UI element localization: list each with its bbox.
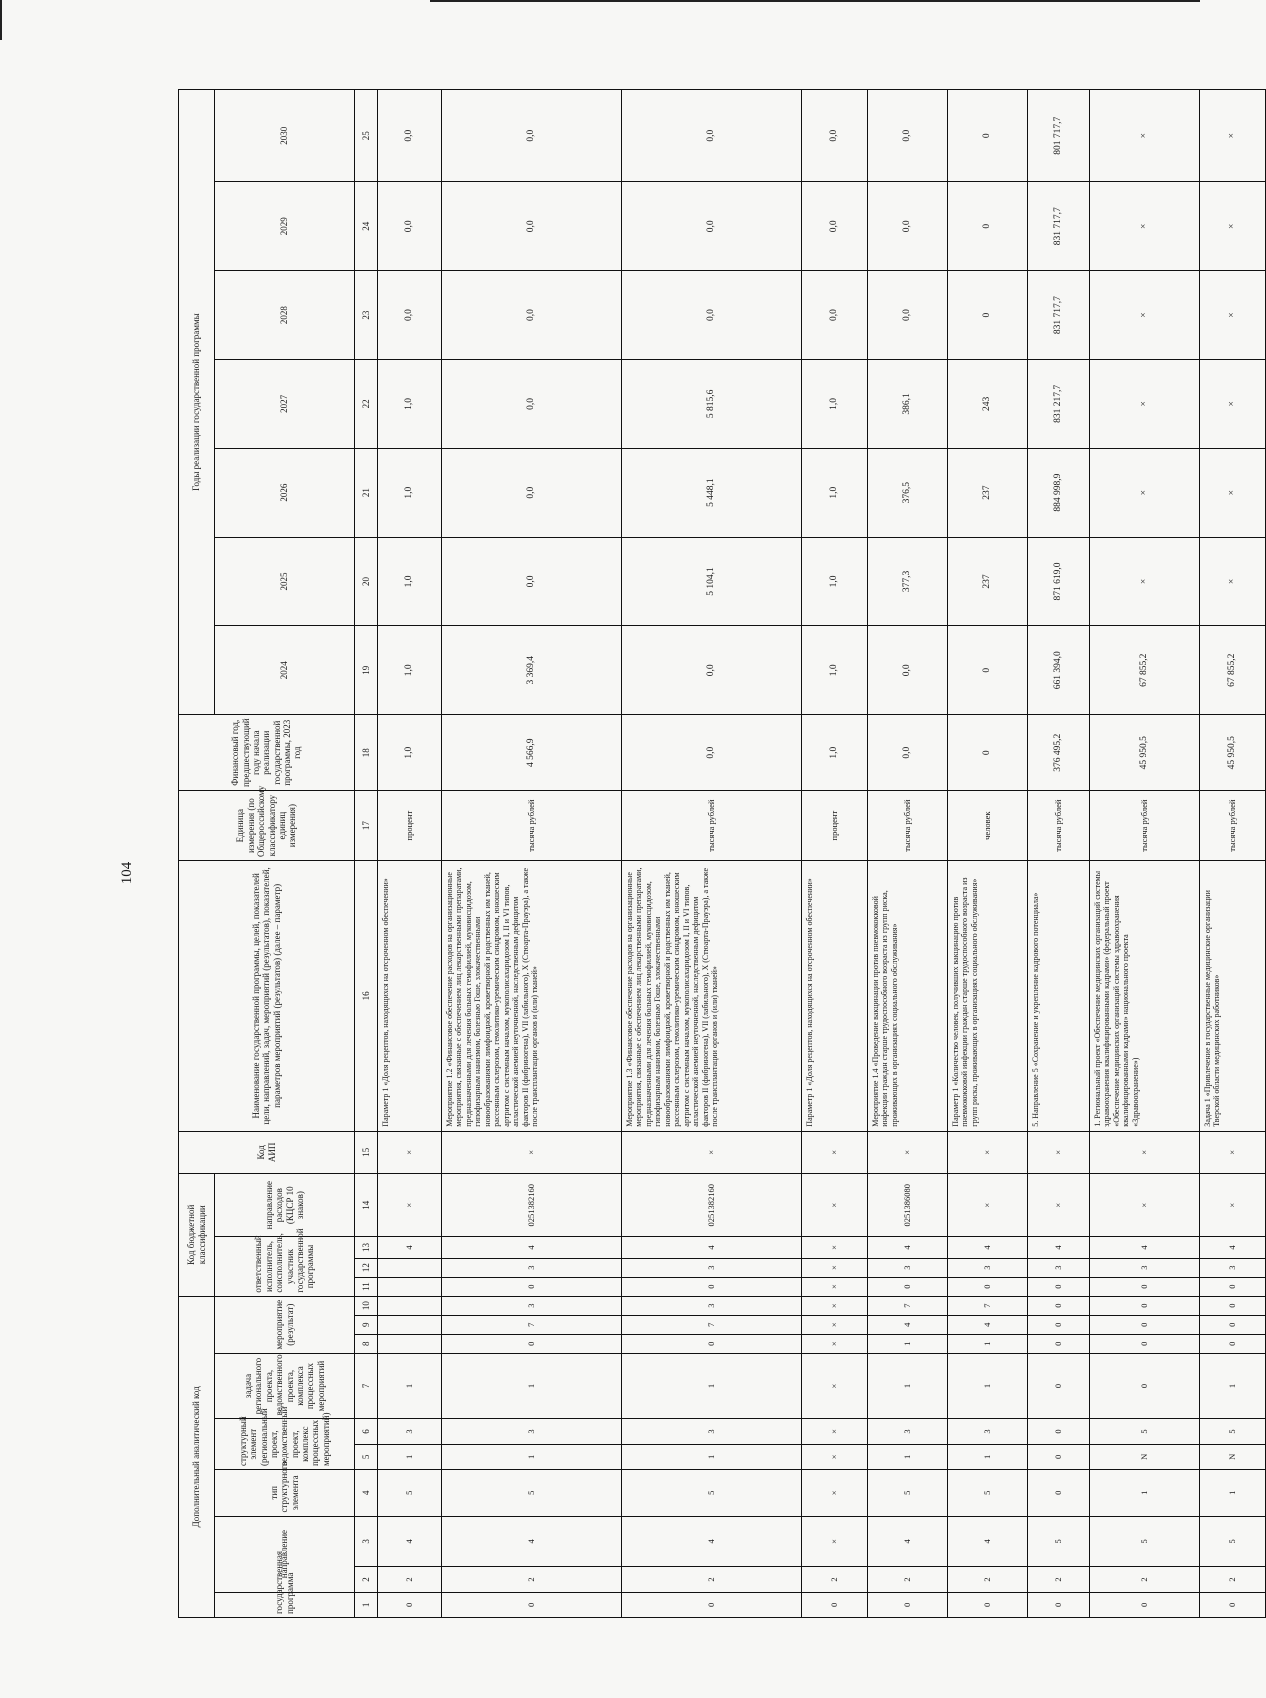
column-number: 11 bbox=[355, 1277, 378, 1296]
item-name-cell: Параметр 1 «Доля рецептов, находящихся на отсроченном обеспечении» bbox=[802, 861, 868, 1132]
code-cell: 3 bbox=[622, 1296, 802, 1315]
code-cell: 0 bbox=[1090, 1334, 1200, 1353]
code-cell: 4 bbox=[868, 1516, 948, 1567]
header-budget-code: Код бюджетной классификации bbox=[179, 1173, 215, 1296]
code-cell: 5 bbox=[868, 1470, 948, 1517]
header-measure: мероприятие (результат) bbox=[215, 1296, 355, 1353]
column-number: 21 bbox=[355, 448, 378, 537]
header-year-2027: 2027 bbox=[215, 359, 355, 448]
header-year-2029: 2029 bbox=[215, 182, 355, 271]
code-cell: × bbox=[1090, 1173, 1200, 1236]
column-number: 18 bbox=[355, 715, 378, 791]
code-cell: × bbox=[802, 1334, 868, 1353]
code-cell: × bbox=[802, 1470, 868, 1517]
code-cell: 0251386080 bbox=[868, 1173, 948, 1236]
code-cell bbox=[378, 1296, 442, 1315]
code-cell: 5 bbox=[378, 1470, 442, 1517]
code-cell: 3 bbox=[948, 1419, 1028, 1444]
year-value-cell: 237 bbox=[948, 537, 1028, 626]
header-expense-direction: направление расходов (КЦСР 10 знаков) bbox=[215, 1173, 355, 1236]
year-value-cell: × bbox=[1090, 359, 1200, 448]
year-value-cell: × bbox=[1090, 448, 1200, 537]
code-cell: × bbox=[802, 1296, 868, 1315]
column-number: 16 bbox=[355, 861, 378, 1132]
code-cell: 7 bbox=[442, 1315, 622, 1334]
code-cell: × bbox=[802, 1516, 868, 1567]
code-cell: N bbox=[1200, 1444, 1266, 1469]
code-cell: 0 bbox=[622, 1277, 802, 1296]
code-cell: 0 bbox=[1028, 1419, 1090, 1444]
code-cell: 0 bbox=[948, 1592, 1028, 1617]
year-value-cell: 0,0 bbox=[442, 537, 622, 626]
code-cell: 4 bbox=[948, 1315, 1028, 1334]
code-cell: 4 bbox=[948, 1516, 1028, 1567]
code-cell: 5 bbox=[442, 1470, 622, 1517]
code-cell: 0 bbox=[1090, 1353, 1200, 1419]
code-cell: 5 bbox=[1090, 1419, 1200, 1444]
year-value-cell: 831 717,7 bbox=[1028, 271, 1090, 360]
code-cell: 3 bbox=[1090, 1258, 1200, 1277]
code-cell: 5 bbox=[1200, 1516, 1266, 1567]
code-cell: 0251382160 bbox=[622, 1173, 802, 1236]
code-cell bbox=[378, 1334, 442, 1353]
code-cell: 3 bbox=[868, 1419, 948, 1444]
unit-cell: тысяча рублей bbox=[1028, 791, 1090, 861]
year-value-cell: 801 717,7 bbox=[1028, 90, 1090, 182]
year-value-cell: 0,0 bbox=[442, 90, 622, 182]
code-cell: 2 bbox=[1090, 1567, 1200, 1592]
column-number: 25 bbox=[355, 90, 378, 182]
code-cell: 3 bbox=[1028, 1258, 1090, 1277]
unit-cell: тысяча рублей bbox=[1090, 791, 1200, 861]
year-value-cell: 1,0 bbox=[378, 359, 442, 448]
code-cell: 0 bbox=[1028, 1315, 1090, 1334]
code-cell: 1 bbox=[1200, 1353, 1266, 1419]
unit-cell: процент bbox=[802, 791, 868, 861]
column-number: 17 bbox=[355, 791, 378, 861]
header-year-2030: 2030 bbox=[215, 90, 355, 182]
code-cell: 0 bbox=[1028, 1277, 1090, 1296]
code-cell: 1 bbox=[868, 1353, 948, 1419]
code-cell: 0 bbox=[1200, 1277, 1266, 1296]
code-cell: 0 bbox=[868, 1592, 948, 1617]
header-aip: Код АИП bbox=[179, 1131, 355, 1173]
code-cell: 4 bbox=[378, 1516, 442, 1567]
year-value-cell: 884 998,9 bbox=[1028, 448, 1090, 537]
unit-cell: тысяча рублей bbox=[442, 791, 622, 861]
code-cell: 0 bbox=[378, 1592, 442, 1617]
item-name-cell: Мероприятие 1.2 «Финансовое обеспечение расходов на организационные мероприятия, связанные с обеспечением лиц лекарственными препаратами, предназначенными для лечения больных гемофилией, муковисцидозом, гипофизарным нанизмом, болезнью Гоше, злокачественными новообразованиями лимфоидной, кроветворной и родственных им тканей, рассеянным склерозом, гемолитико-уремическим синдромом, юношеским артритом с системным началом, мукополисахаридозом I, II и VI типов, апластической анемией неуточненной, наследственным дефицитом факторов II (фибриногена), VII (лабильного), X (Стюарта-Прауэра), а также после трансплантации органов и (или) тканей» bbox=[442, 861, 622, 1132]
column-number: 14 bbox=[355, 1173, 378, 1236]
year-value-cell: 0 bbox=[948, 271, 1028, 360]
table-row bbox=[1090, 90, 1200, 1618]
code-cell: 4 bbox=[1200, 1237, 1266, 1258]
code-cell: 5 bbox=[1200, 1419, 1266, 1444]
code-cell: 1 bbox=[948, 1444, 1028, 1469]
code-cell: 4 bbox=[1028, 1237, 1090, 1258]
code-cell: 0 bbox=[1028, 1296, 1090, 1315]
code-cell: 0251382160 bbox=[442, 1173, 622, 1236]
base-year-value-cell: 1,0 bbox=[378, 715, 442, 791]
item-name-cell: Параметр 1 «Доля рецептов, находящихся на отсроченном обеспечении» bbox=[378, 861, 442, 1132]
header-structural-type: тип структурного элемента bbox=[215, 1470, 355, 1517]
column-number: 10 bbox=[355, 1296, 378, 1315]
code-cell: 0 bbox=[868, 1277, 948, 1296]
year-value-cell: 0,0 bbox=[378, 182, 442, 271]
code-cell: 0 bbox=[1028, 1470, 1090, 1517]
code-cell: 4 bbox=[378, 1237, 442, 1258]
code-cell bbox=[378, 1315, 442, 1334]
year-value-cell: 0,0 bbox=[622, 271, 802, 360]
code-cell: 1 bbox=[948, 1353, 1028, 1419]
code-cell: × bbox=[1028, 1173, 1090, 1236]
year-value-cell: × bbox=[1090, 90, 1200, 182]
table-row bbox=[378, 90, 442, 1618]
year-value-cell: 1,0 bbox=[802, 359, 868, 448]
unit-cell: процент bbox=[378, 791, 442, 861]
code-cell: × bbox=[802, 1131, 868, 1173]
year-value-cell: 0,0 bbox=[622, 90, 802, 182]
code-cell: 0 bbox=[1200, 1334, 1266, 1353]
code-cell: × bbox=[802, 1173, 868, 1236]
year-value-cell: 0,0 bbox=[442, 271, 622, 360]
column-number: 19 bbox=[355, 626, 378, 715]
code-cell: 4 bbox=[1090, 1237, 1200, 1258]
code-cell: × bbox=[1028, 1131, 1090, 1173]
code-cell: 7 bbox=[622, 1315, 802, 1334]
year-value-cell: 0,0 bbox=[868, 271, 948, 360]
code-cell: × bbox=[802, 1258, 868, 1277]
code-cell: × bbox=[622, 1131, 802, 1173]
base-year-value-cell: 4 566,9 bbox=[442, 715, 622, 791]
year-value-cell: 0 bbox=[948, 182, 1028, 271]
code-cell: 2 bbox=[622, 1567, 802, 1592]
year-value-cell: 1,0 bbox=[378, 537, 442, 626]
year-value-cell: 5 448,1 bbox=[622, 448, 802, 537]
code-cell: 2 bbox=[868, 1567, 948, 1592]
unit-cell: тысяча рублей bbox=[868, 791, 948, 861]
column-number: 8 bbox=[355, 1334, 378, 1353]
column-number: 5 bbox=[355, 1444, 378, 1469]
year-value-cell: 0 bbox=[948, 626, 1028, 715]
year-value-cell: 661 394,0 bbox=[1028, 626, 1090, 715]
year-value-cell: × bbox=[1090, 182, 1200, 271]
code-cell: 0 bbox=[622, 1334, 802, 1353]
year-value-cell: 1,0 bbox=[378, 448, 442, 537]
code-cell: 1 bbox=[1090, 1470, 1200, 1517]
header-task: задача регионального проекта, ведомственного проекта, комплекса процессных мероприятий bbox=[215, 1353, 355, 1419]
code-cell: 4 bbox=[868, 1315, 948, 1334]
year-value-cell: 0,0 bbox=[622, 182, 802, 271]
code-cell: × bbox=[868, 1131, 948, 1173]
column-number: 9 bbox=[355, 1315, 378, 1334]
item-name-cell: 5. Направление 5 «Сохранение и укрепление кадрового потенциала» bbox=[1028, 861, 1090, 1132]
scan-edge-left bbox=[0, 0, 2, 40]
code-cell: 0 bbox=[1200, 1315, 1266, 1334]
column-number: 7 bbox=[355, 1353, 378, 1419]
code-cell: 1 bbox=[948, 1334, 1028, 1353]
year-value-cell: 243 bbox=[948, 359, 1028, 448]
year-value-cell: 0,0 bbox=[442, 182, 622, 271]
code-cell: 5 bbox=[622, 1470, 802, 1517]
column-number: 24 bbox=[355, 182, 378, 271]
code-cell: 0 bbox=[802, 1592, 868, 1617]
code-cell: 1 bbox=[868, 1444, 948, 1469]
code-cell: 3 bbox=[868, 1258, 948, 1277]
code-cell: 3 bbox=[622, 1258, 802, 1277]
year-value-cell: × bbox=[1200, 537, 1266, 626]
column-number: 13 bbox=[355, 1237, 378, 1258]
item-name-cell: Параметр 1 «Количество человек, получивших вакцинацию против пневмококковой инфекции граждан старше трудоспособного возраста из групп риска, проживающих в организациях социального обслуживания» bbox=[948, 861, 1028, 1132]
code-cell: 0 bbox=[442, 1592, 622, 1617]
code-cell: × bbox=[802, 1315, 868, 1334]
table-body bbox=[355, 90, 1266, 1618]
header-additional-code: Дополнительный аналитический код bbox=[179, 1296, 215, 1617]
column-number: 1 bbox=[355, 1592, 378, 1617]
header-year-2025: 2025 bbox=[215, 537, 355, 626]
year-value-cell: × bbox=[1090, 271, 1200, 360]
code-cell: 1 bbox=[622, 1444, 802, 1469]
column-number-row bbox=[355, 90, 378, 1618]
year-value-cell: × bbox=[1200, 182, 1266, 271]
year-value-cell: 0,0 bbox=[802, 182, 868, 271]
header-program: государственная программа bbox=[215, 1592, 355, 1617]
code-cell: × bbox=[378, 1131, 442, 1173]
code-cell: 5 bbox=[948, 1470, 1028, 1517]
year-value-cell: 0,0 bbox=[868, 182, 948, 271]
table-row bbox=[1200, 90, 1266, 1618]
code-cell: 0 bbox=[1028, 1444, 1090, 1469]
code-cell: 0 bbox=[1090, 1592, 1200, 1617]
year-value-cell: 386,1 bbox=[868, 359, 948, 448]
code-cell: 3 bbox=[378, 1419, 442, 1444]
header-direction: направление bbox=[215, 1516, 355, 1592]
code-cell: 7 bbox=[948, 1296, 1028, 1315]
unit-cell: тысяча рублей bbox=[622, 791, 802, 861]
header-structural-element: структурный элемент (региональный проект, ведомственный проект, комплекс процессных мероприятий) bbox=[215, 1419, 355, 1470]
code-cell: 0 bbox=[1200, 1296, 1266, 1315]
code-cell: 3 bbox=[442, 1419, 622, 1444]
unit-cell: тысяча рублей bbox=[1200, 791, 1266, 861]
column-number: 12 bbox=[355, 1258, 378, 1277]
code-cell: 1 bbox=[622, 1353, 802, 1419]
code-cell: 0 bbox=[948, 1277, 1028, 1296]
code-cell: 0 bbox=[1090, 1277, 1200, 1296]
year-value-cell: 831 217,7 bbox=[1028, 359, 1090, 448]
code-cell: × bbox=[1200, 1173, 1266, 1236]
code-cell: 5 bbox=[1028, 1516, 1090, 1567]
year-value-cell: 5 104,1 bbox=[622, 537, 802, 626]
header-name: Наименование государственной программы, целей, показателей цели, направлений, задач, мероприятий (результатов), показателей, параметров мероприятий (результатов) (далее – параметр) bbox=[179, 861, 355, 1132]
year-value-cell: 237 bbox=[948, 448, 1028, 537]
header-years-group: Годы реализации государственной программы bbox=[179, 90, 215, 715]
column-number: 20 bbox=[355, 537, 378, 626]
table-row bbox=[948, 90, 1028, 1618]
code-cell: 2 bbox=[1200, 1567, 1266, 1592]
page-number: 104 bbox=[119, 861, 135, 885]
header-year-2026: 2026 bbox=[215, 448, 355, 537]
code-cell: 3 bbox=[948, 1258, 1028, 1277]
code-cell: 1 bbox=[378, 1444, 442, 1469]
code-cell bbox=[378, 1258, 442, 1277]
header-base-year: Финансовый год, предшествующий году начала реализации государственной программы, 2023 год bbox=[179, 715, 355, 791]
year-value-cell: 0,0 bbox=[378, 271, 442, 360]
code-cell: 0 bbox=[1090, 1315, 1200, 1334]
code-cell: × bbox=[1090, 1131, 1200, 1173]
year-value-cell: × bbox=[1200, 271, 1266, 360]
code-cell: × bbox=[1200, 1131, 1266, 1173]
column-number: 23 bbox=[355, 271, 378, 360]
code-cell: 0 bbox=[442, 1334, 622, 1353]
code-cell: 0 bbox=[622, 1592, 802, 1617]
year-value-cell: × bbox=[1090, 537, 1200, 626]
table-row bbox=[802, 90, 868, 1618]
code-cell: 2 bbox=[948, 1567, 1028, 1592]
code-cell: 2 bbox=[1028, 1567, 1090, 1592]
code-cell: 1 bbox=[442, 1353, 622, 1419]
year-value-cell: 0,0 bbox=[868, 626, 948, 715]
code-cell: 4 bbox=[442, 1237, 622, 1258]
code-cell: × bbox=[802, 1353, 868, 1419]
code-cell: × bbox=[802, 1444, 868, 1469]
code-cell: × bbox=[802, 1237, 868, 1258]
item-name-cell: Мероприятие 1.4 «Проведение вакцинации против пневмококковой инфекции граждан старше трудоспособного возраста из групп риска, проживающих в организациях социального обслуживания» bbox=[868, 861, 948, 1132]
year-value-cell: 377,3 bbox=[868, 537, 948, 626]
table-row bbox=[622, 90, 802, 1618]
base-year-value-cell: 0,0 bbox=[622, 715, 802, 791]
program-table bbox=[178, 89, 1266, 1618]
code-cell: 3 bbox=[442, 1296, 622, 1315]
code-cell: 4 bbox=[622, 1516, 802, 1567]
table-row bbox=[442, 90, 622, 1618]
code-cell: 3 bbox=[442, 1258, 622, 1277]
year-value-cell: × bbox=[1200, 90, 1266, 182]
year-value-cell: 0,0 bbox=[802, 90, 868, 182]
code-cell: 0 bbox=[1200, 1592, 1266, 1617]
code-cell: 2 bbox=[802, 1567, 868, 1592]
code-cell bbox=[378, 1277, 442, 1296]
code-cell: 4 bbox=[948, 1237, 1028, 1258]
code-cell: 3 bbox=[1200, 1258, 1266, 1277]
code-cell: 0 bbox=[1028, 1334, 1090, 1353]
code-cell: 0 bbox=[1090, 1296, 1200, 1315]
code-cell: 4 bbox=[868, 1237, 948, 1258]
code-cell: 1 bbox=[378, 1353, 442, 1419]
year-value-cell: 871 619,0 bbox=[1028, 537, 1090, 626]
header-executor: ответственный исполнитель, соисполнитель, участник государственной программы bbox=[215, 1237, 355, 1296]
year-value-cell: 67 855,2 bbox=[1200, 626, 1266, 715]
table-row bbox=[1028, 90, 1090, 1618]
column-number: 4 bbox=[355, 1470, 378, 1517]
table-frame bbox=[178, 89, 1238, 1618]
code-cell: × bbox=[442, 1131, 622, 1173]
code-cell: 3 bbox=[622, 1419, 802, 1444]
year-value-cell: 3 369,4 bbox=[442, 626, 622, 715]
code-cell: × bbox=[378, 1173, 442, 1236]
code-cell: 5 bbox=[1090, 1516, 1200, 1567]
code-cell: 7 bbox=[868, 1296, 948, 1315]
base-year-value-cell: 0 bbox=[948, 715, 1028, 791]
year-value-cell: 5 815,6 bbox=[622, 359, 802, 448]
header-year-2028: 2028 bbox=[215, 271, 355, 360]
year-value-cell: × bbox=[1200, 359, 1266, 448]
scan-edge-top bbox=[430, 0, 1200, 2]
code-cell: N bbox=[1090, 1444, 1200, 1469]
base-year-value-cell: 376 495,2 bbox=[1028, 715, 1090, 791]
column-number: 3 bbox=[355, 1516, 378, 1567]
code-cell: 0 bbox=[1028, 1353, 1090, 1419]
column-number: 15 bbox=[355, 1131, 378, 1173]
item-name-cell: Мероприятие 1.3 «Финансовое обеспечение расходов на организационные мероприятия, связанные с обеспечением лиц лекарственными препаратами, предназначенными для лечения больных гемофилией, муковисцидозом, гипофизарным нанизмом, болезнью Гоше, злокачественными новообразованиями лимфоидной, кроветворной и родственных им тканей, рассеянным склерозом, гемолитико-уремическим синдромом, юношеским артритом с системным началом, мукополисахаридозом I, II и VI типов, апластической анемией неуточненной, наследственным дефицитом факторов II (фибриногена), VII (лабильного), X (Стюарта-Прауэра), а также после трансплантации органов и (или) тканей» bbox=[622, 861, 802, 1132]
base-year-value-cell: 45 950,5 bbox=[1090, 715, 1200, 791]
code-cell: 4 bbox=[442, 1516, 622, 1567]
code-cell: 4 bbox=[622, 1237, 802, 1258]
code-cell: 1 bbox=[868, 1334, 948, 1353]
header-year-2024: 2024 bbox=[215, 626, 355, 715]
base-year-value-cell: 45 950,5 bbox=[1200, 715, 1266, 791]
table-row bbox=[868, 90, 948, 1618]
code-cell: 0 bbox=[442, 1277, 622, 1296]
code-cell: 2 bbox=[442, 1567, 622, 1592]
year-value-cell: × bbox=[1200, 448, 1266, 537]
year-value-cell: 0,0 bbox=[378, 90, 442, 182]
code-cell: × bbox=[948, 1131, 1028, 1173]
item-name-cell: Задача 1 «Привлечение в государственные медицинские организации Тверской области медицинских работников» bbox=[1200, 861, 1266, 1132]
code-cell: 0 bbox=[1028, 1592, 1090, 1617]
code-cell: 1 bbox=[1200, 1470, 1266, 1517]
year-value-cell: 1,0 bbox=[802, 626, 868, 715]
year-value-cell: 376,5 bbox=[868, 448, 948, 537]
column-number: 22 bbox=[355, 359, 378, 448]
rotated-table-container bbox=[178, 89, 1238, 1618]
year-value-cell: 0,0 bbox=[442, 359, 622, 448]
item-name-cell: 1. Региональный проект «Обеспечение медицинских организаций системы здравоохранения квалифицированными кадрами» (федеральный проект «Обеспечение медицинских организаций системы здравоохранения квалифицированными кадрами» национального проекта «Здравоохранение») bbox=[1090, 861, 1200, 1132]
header-unit: Единица измерения (по Общероссийскому классификатору единиц измерения) bbox=[179, 791, 355, 861]
base-year-value-cell: 1,0 bbox=[802, 715, 868, 791]
year-value-cell: 67 855,2 bbox=[1090, 626, 1200, 715]
year-value-cell: 831 717,7 bbox=[1028, 182, 1090, 271]
year-value-cell: 0,0 bbox=[868, 90, 948, 182]
base-year-value-cell: 0,0 bbox=[868, 715, 948, 791]
column-number: 2 bbox=[355, 1567, 378, 1592]
year-value-cell: 0 bbox=[948, 90, 1028, 182]
column-number: 6 bbox=[355, 1419, 378, 1444]
code-cell: × bbox=[948, 1173, 1028, 1236]
code-cell: 1 bbox=[442, 1444, 622, 1469]
year-value-cell: 1,0 bbox=[802, 448, 868, 537]
code-cell: × bbox=[802, 1419, 868, 1444]
year-value-cell: 0,0 bbox=[622, 626, 802, 715]
code-cell: 2 bbox=[378, 1567, 442, 1592]
year-value-cell: 1,0 bbox=[378, 626, 442, 715]
year-value-cell: 0,0 bbox=[802, 271, 868, 360]
year-value-cell: 0,0 bbox=[442, 448, 622, 537]
year-value-cell: 1,0 bbox=[802, 537, 868, 626]
code-cell: × bbox=[802, 1277, 868, 1296]
unit-cell: человек bbox=[948, 791, 1028, 861]
